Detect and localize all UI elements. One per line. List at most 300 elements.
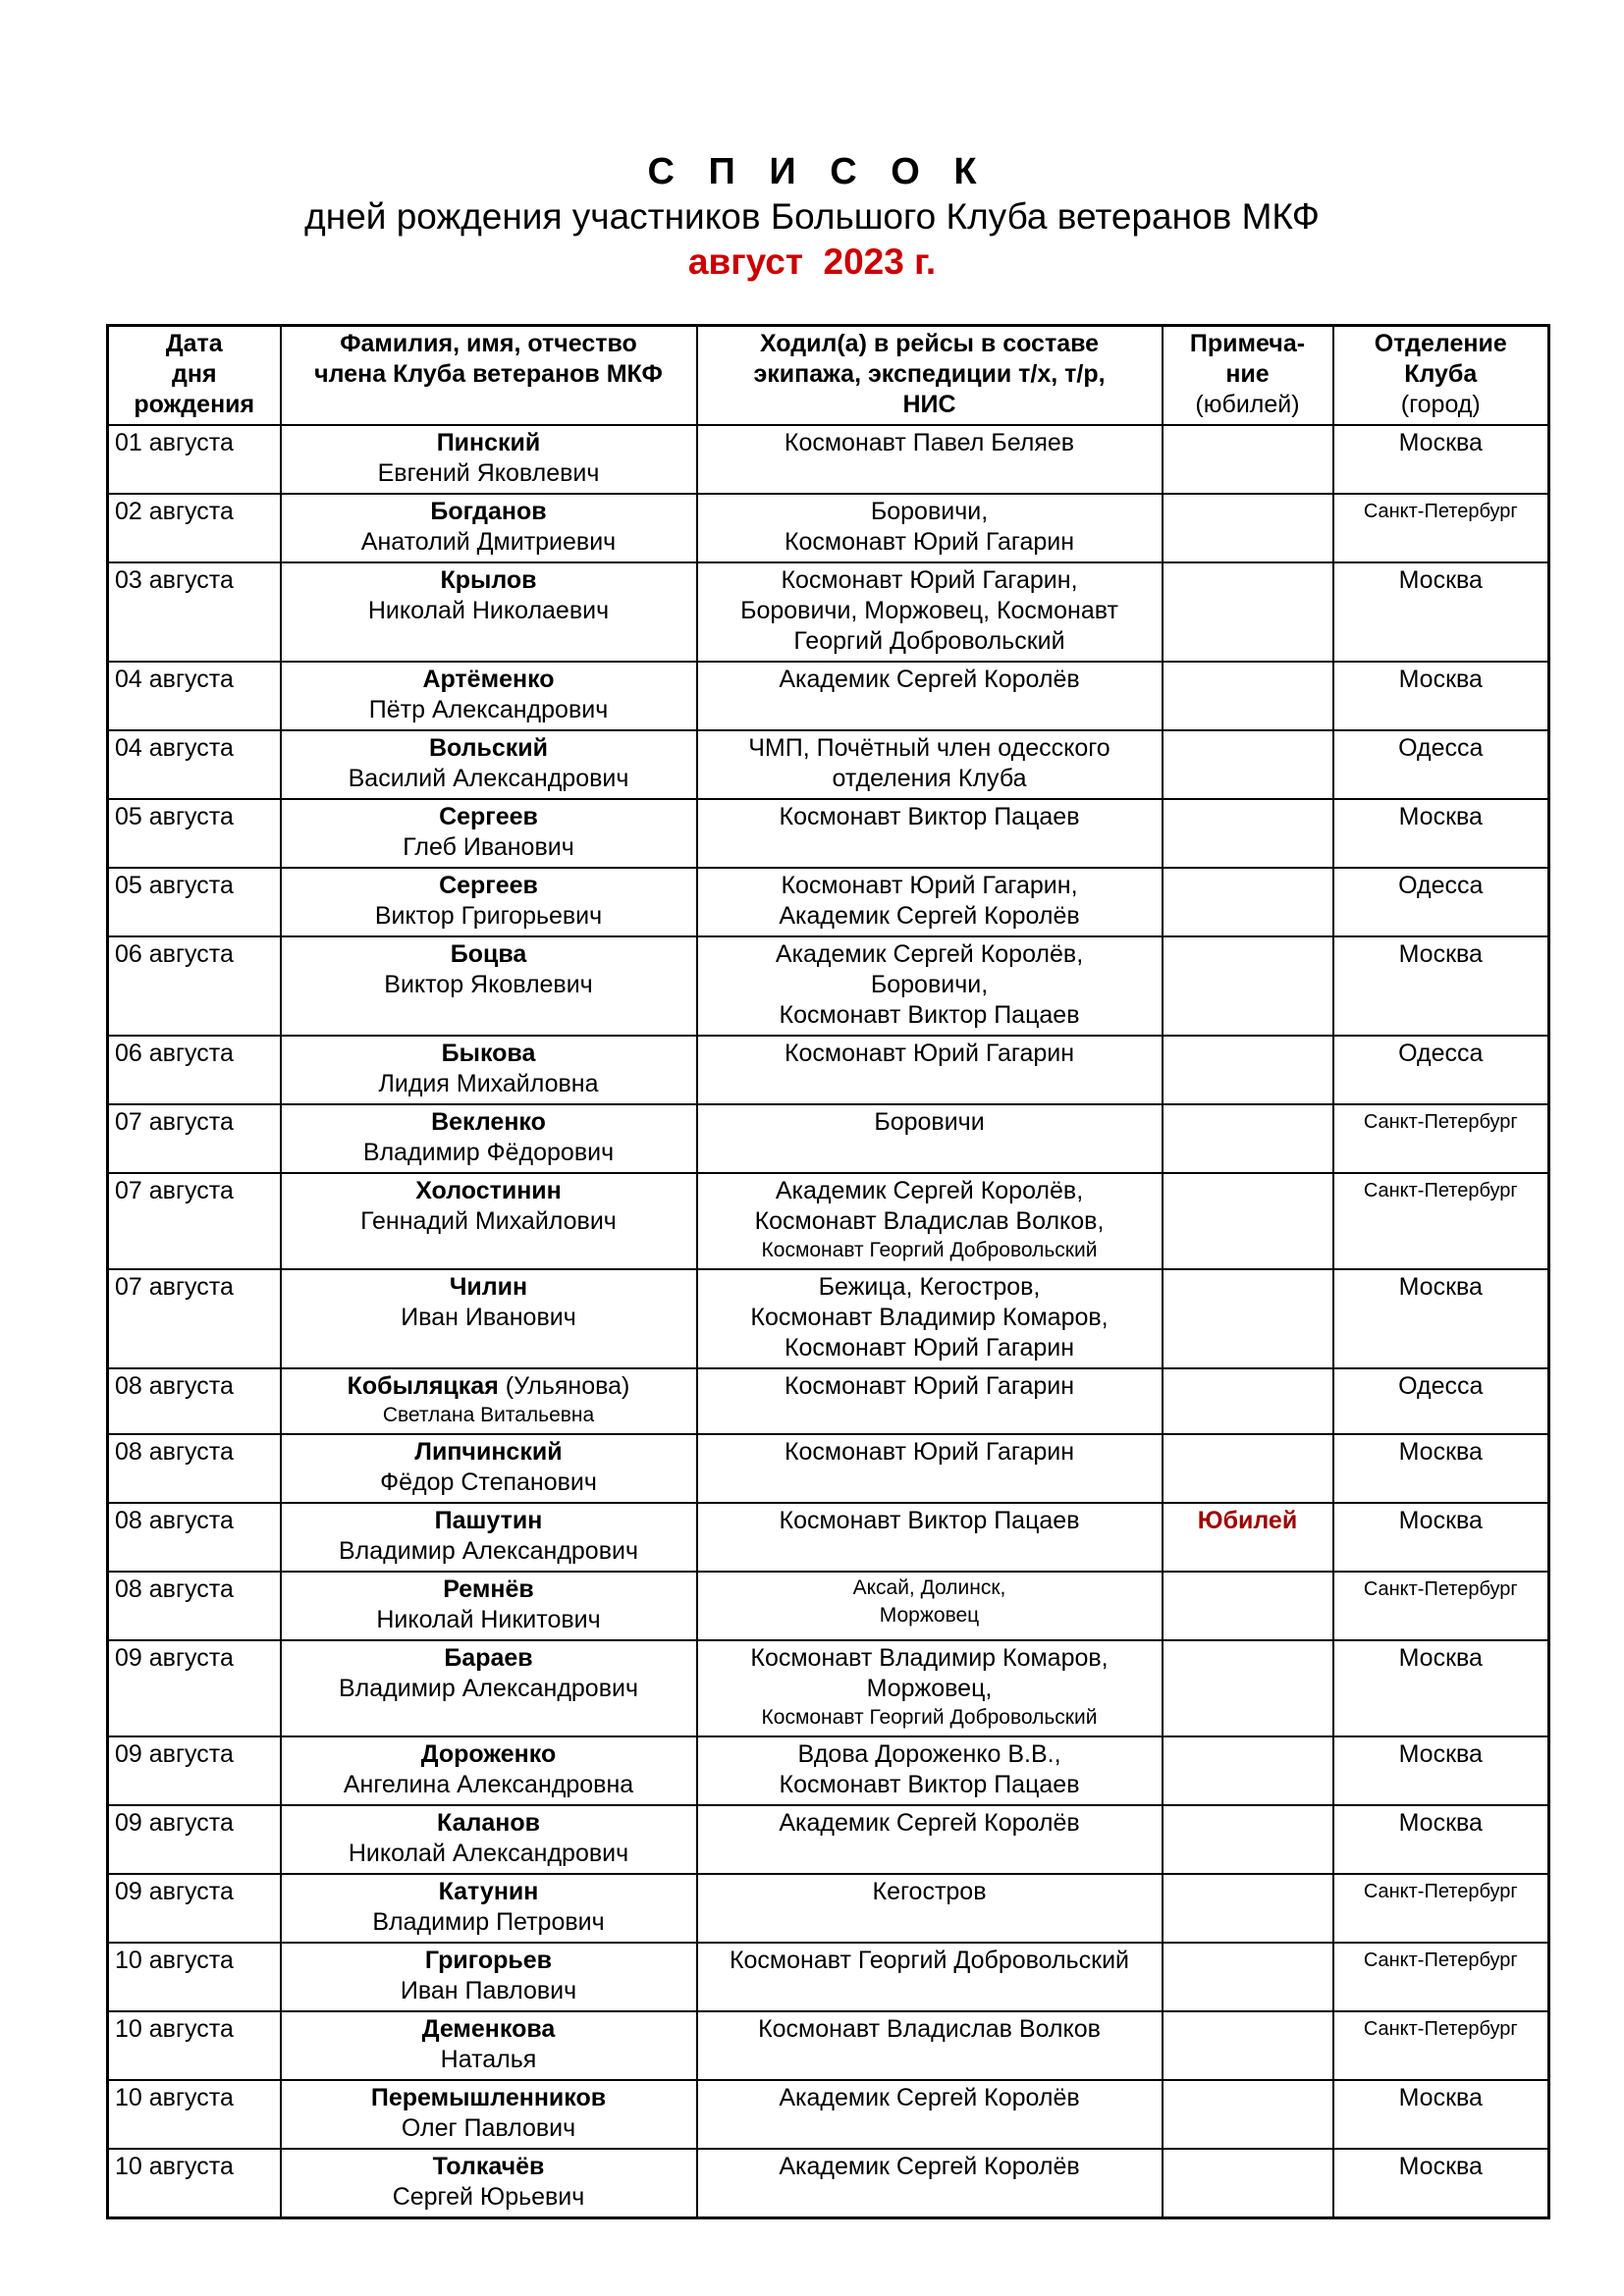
note-cell bbox=[1163, 799, 1333, 868]
table-body bbox=[108, 425, 1549, 2218]
birth-date-cell: 06 августа bbox=[108, 1036, 281, 1104]
member-surname bbox=[288, 1877, 690, 1907]
member-surname-text: Дороженко bbox=[420, 1740, 557, 1768]
voyages-cell bbox=[697, 1943, 1163, 2011]
club-branch-city: Санкт-Петербург bbox=[1363, 1180, 1518, 1201]
member-name-cell bbox=[281, 1943, 697, 2011]
voyages-cell bbox=[697, 662, 1163, 730]
member-given-names: Фёдор Степанович bbox=[380, 1468, 597, 1496]
note-cell bbox=[1163, 1943, 1333, 2011]
note-cell bbox=[1163, 1503, 1333, 1572]
club-branch-city: Одесса bbox=[1398, 734, 1484, 762]
member-name-cell bbox=[281, 562, 697, 662]
voyage-line: Кегостров bbox=[872, 1878, 987, 1905]
voyage-line: Космонавт Владислав Волков, bbox=[754, 1207, 1105, 1235]
birth-date-cell: 07 августа bbox=[108, 1104, 281, 1173]
member-name-cell bbox=[281, 936, 697, 1036]
member-surname-text: Катунин bbox=[438, 1878, 539, 1905]
club-branch-cell bbox=[1333, 1173, 1549, 1269]
birth-date-cell: 01 августа bbox=[108, 425, 281, 494]
member-surname bbox=[288, 802, 690, 832]
member-surname bbox=[288, 2152, 690, 2182]
voyages-cell bbox=[697, 868, 1163, 936]
note-cell bbox=[1163, 1036, 1333, 1104]
birth-date-cell: 03 августа bbox=[108, 562, 281, 662]
voyage-line: Георгий Добровольский bbox=[793, 627, 1065, 655]
club-branch-cell bbox=[1333, 1640, 1549, 1736]
member-surname bbox=[288, 1739, 690, 1770]
voyage-line: Моржовец, bbox=[866, 1675, 993, 1702]
birth-date-cell: 10 августа bbox=[108, 2011, 281, 2080]
club-branch-cell bbox=[1333, 730, 1549, 799]
voyage-line: Космонавт Юрий Гагарин, bbox=[781, 872, 1078, 899]
voyage-line: Академик Сергей Королёв, bbox=[775, 1177, 1084, 1204]
member-surname-text: Сергеев bbox=[439, 803, 538, 830]
member-surname-text: Перемышленников bbox=[370, 2084, 607, 2111]
voyages-cell bbox=[697, 494, 1163, 562]
voyage-line: Моржовец bbox=[879, 1604, 980, 1627]
voyage-line: Аксай, Долинск, bbox=[852, 1576, 1006, 1599]
voyages-cell bbox=[697, 1104, 1163, 1173]
member-surname-text: Пинский bbox=[436, 429, 541, 456]
column-header-ships-line: НИС bbox=[902, 391, 956, 418]
column-header-note bbox=[1163, 326, 1333, 426]
club-branch-cell bbox=[1333, 2011, 1549, 2080]
note-cell bbox=[1163, 662, 1333, 730]
member-surname-text: Ремнёв bbox=[443, 1575, 534, 1603]
member-surname-text: Григорьев bbox=[424, 1947, 553, 1974]
voyage-line: Космонавт Владимир Комаров, bbox=[750, 1644, 1109, 1672]
voyage-line: Космонавт Юрий Гагарин bbox=[784, 528, 1075, 556]
table-row bbox=[108, 1368, 1549, 1434]
club-branch-city: Санкт-Петербург bbox=[1363, 501, 1518, 522]
voyage-line: Академик Сергей Королёв bbox=[779, 1809, 1080, 1837]
birth-date-cell: 09 августа bbox=[108, 1874, 281, 1943]
member-given-names: Владимир Александрович bbox=[339, 1675, 638, 1702]
member-name-cell bbox=[281, 730, 697, 799]
voyage-line: Бежица, Кегостров, bbox=[818, 1273, 1041, 1301]
club-branch-cell bbox=[1333, 1943, 1549, 2011]
member-surname-text: Вольский bbox=[428, 734, 549, 762]
voyages-cell bbox=[697, 1736, 1163, 1805]
voyage-line: Космонавт Юрий Гагарин bbox=[784, 1040, 1075, 1067]
club-branch-cell bbox=[1333, 868, 1549, 936]
member-surname bbox=[288, 665, 690, 695]
member-name-cell bbox=[281, 1640, 697, 1736]
voyages-cell bbox=[697, 562, 1163, 662]
note-cell bbox=[1163, 868, 1333, 936]
member-name-cell bbox=[281, 494, 697, 562]
member-surname bbox=[288, 1506, 690, 1536]
member-surname bbox=[288, 1643, 690, 1674]
club-branch-cell bbox=[1333, 1503, 1549, 1572]
voyage-line: Академик Сергей Королёв bbox=[779, 902, 1080, 930]
note-cell bbox=[1163, 1104, 1333, 1173]
member-surname bbox=[288, 871, 690, 901]
member-surname-text: Артёменко bbox=[422, 666, 555, 693]
note-cell bbox=[1163, 1874, 1333, 1943]
voyage-line: Космонавт Владимир Комаров, bbox=[750, 1304, 1109, 1331]
voyages-cell bbox=[697, 2011, 1163, 2080]
document-header bbox=[0, 149, 1624, 285]
club-branch-cell bbox=[1333, 1805, 1549, 1874]
table-row bbox=[108, 1434, 1549, 1503]
club-branch-city: Одесса bbox=[1398, 1040, 1484, 1067]
voyages-cell bbox=[697, 1640, 1163, 1736]
voyage-line: отделения Клуба bbox=[832, 765, 1027, 792]
member-given-names: Владимир Петрович bbox=[372, 1908, 605, 1936]
member-surname bbox=[288, 733, 690, 764]
table-row bbox=[108, 1943, 1549, 2011]
member-surname bbox=[288, 1039, 690, 1069]
member-name-cell bbox=[281, 1104, 697, 1173]
voyage-line: Боровичи, Моржовец, Космонавт bbox=[740, 597, 1118, 624]
member-surname-text: Крылов bbox=[440, 566, 537, 594]
member-given-names: Николай Николаевич bbox=[367, 597, 610, 624]
voyages-cell bbox=[697, 1036, 1163, 1104]
column-header-note-line: (юбилей) bbox=[1195, 391, 1300, 418]
voyages-cell bbox=[697, 1173, 1163, 1269]
table-row bbox=[108, 2011, 1549, 2080]
voyages-cell bbox=[697, 1269, 1163, 1368]
table-row bbox=[108, 425, 1549, 494]
table-row bbox=[108, 1805, 1549, 1874]
member-surname-text: Толкачёв bbox=[432, 2153, 545, 2180]
table-row bbox=[108, 1874, 1549, 1943]
club-branch-city: Санкт-Петербург bbox=[1363, 1111, 1518, 1133]
member-given-names: Ангелина Александровна bbox=[343, 1771, 634, 1798]
note-cell bbox=[1163, 1269, 1333, 1368]
member-given-names: Сергей Юрьевич bbox=[392, 2183, 585, 2211]
birth-date-cell: 10 августа bbox=[108, 1943, 281, 2011]
voyage-line: Космонавт Юрий Гагарин bbox=[784, 1372, 1075, 1400]
column-header-name-line: члена Клуба ветеранов МКФ bbox=[314, 360, 663, 388]
member-given-names: Лидия Михайловна bbox=[378, 1070, 599, 1097]
column-header-date-line: дня bbox=[171, 360, 217, 388]
voyage-line: Космонавт Юрий Гагарин bbox=[784, 1438, 1075, 1466]
table-row bbox=[108, 936, 1549, 1036]
club-branch-city: Одесса bbox=[1398, 872, 1484, 899]
club-branch-city: Москва bbox=[1398, 429, 1483, 456]
member-surname-text: Чилин bbox=[449, 1273, 528, 1301]
club-branch-city: Москва bbox=[1398, 1644, 1483, 1672]
voyage-line: Космонавт Павел Беляев bbox=[784, 429, 1075, 456]
voyages-cell bbox=[697, 425, 1163, 494]
table-row bbox=[108, 494, 1549, 562]
voyage-line: Космонавт Виктор Пацаев bbox=[779, 1771, 1080, 1798]
member-given-names: Наталья bbox=[440, 2046, 537, 2073]
column-header-ships-line: экипажа, экспедиции т/х, т/р, bbox=[753, 360, 1106, 388]
voyages-cell bbox=[697, 1503, 1163, 1572]
table-row bbox=[108, 2149, 1549, 2218]
birth-date-cell: 05 августа bbox=[108, 868, 281, 936]
member-surname-text: Бараев bbox=[444, 1644, 533, 1672]
voyage-line: Боровичи, bbox=[870, 971, 989, 998]
club-branch-cell bbox=[1333, 1572, 1549, 1640]
member-surname-text: Деменкова bbox=[421, 2015, 556, 2043]
member-name-cell bbox=[281, 799, 697, 868]
birthday-table bbox=[106, 324, 1550, 2219]
voyage-line: Вдова Дороженко В.В., bbox=[797, 1740, 1061, 1768]
member-name-cell bbox=[281, 1434, 697, 1503]
member-given-names: Иван Павлович bbox=[400, 1977, 577, 2004]
club-branch-cell bbox=[1333, 936, 1549, 1036]
table-row bbox=[108, 562, 1549, 662]
column-header-note-line: Примеча- bbox=[1189, 330, 1306, 357]
club-branch-cell bbox=[1333, 2149, 1549, 2218]
column-header-date-line: рождения bbox=[134, 391, 255, 418]
member-name-cell bbox=[281, 1874, 697, 1943]
column-header-ships-line: Ходил(а) в рейсы в составе bbox=[759, 330, 1100, 357]
table-row bbox=[108, 1269, 1549, 1368]
member-given-names: Николай Никитович bbox=[376, 1606, 601, 1633]
table-row bbox=[108, 868, 1549, 936]
member-name-cell bbox=[281, 1736, 697, 1805]
birth-date-cell: 08 августа bbox=[108, 1503, 281, 1572]
club-branch-city: Москва bbox=[1398, 1438, 1483, 1466]
voyage-line: Академик Сергей Королёв, bbox=[775, 940, 1084, 968]
member-surname bbox=[288, 1371, 690, 1402]
voyage-line: Космонавт Георгий Добровольский bbox=[761, 1706, 1098, 1729]
club-branch-cell bbox=[1333, 1269, 1549, 1368]
member-name-cell bbox=[281, 1805, 697, 1874]
member-given-names: Геннадий Михайлович bbox=[360, 1207, 617, 1235]
member-given-names: Виктор Яковлевич bbox=[384, 971, 593, 998]
club-branch-city: Москва bbox=[1398, 1740, 1483, 1768]
club-branch-city: Санкт-Петербург bbox=[1363, 1578, 1518, 1600]
member-given-names: Василий Александрович bbox=[348, 765, 629, 792]
club-branch-cell bbox=[1333, 1104, 1549, 1173]
note-cell bbox=[1163, 2011, 1333, 2080]
note-cell bbox=[1163, 1173, 1333, 1269]
member-name-cell bbox=[281, 2080, 697, 2149]
voyage-line: Космонавт Юрий Гагарин bbox=[784, 1334, 1075, 1362]
birth-date-cell: 09 августа bbox=[108, 1805, 281, 1874]
note-cell bbox=[1163, 562, 1333, 662]
club-branch-cell bbox=[1333, 1736, 1549, 1805]
voyages-cell bbox=[697, 1368, 1163, 1434]
voyage-line: Академик Сергей Королёв bbox=[779, 2084, 1080, 2111]
member-surname-text: Холостинин bbox=[415, 1177, 562, 1204]
column-header-branch bbox=[1333, 326, 1549, 426]
member-name-cell bbox=[281, 1368, 697, 1434]
member-name-cell bbox=[281, 1173, 697, 1269]
club-branch-city: Москва bbox=[1398, 1809, 1483, 1837]
birth-date-cell: 09 августа bbox=[108, 1736, 281, 1805]
column-header-ships bbox=[697, 326, 1163, 426]
club-branch-city: Москва bbox=[1398, 666, 1483, 693]
voyage-line: Академик Сергей Королёв bbox=[779, 666, 1080, 693]
table-row bbox=[108, 1736, 1549, 1805]
note-cell bbox=[1163, 425, 1333, 494]
member-name-cell bbox=[281, 2011, 697, 2080]
member-name-cell bbox=[281, 425, 697, 494]
member-surname bbox=[288, 565, 690, 596]
table-row bbox=[108, 1640, 1549, 1736]
member-name-cell bbox=[281, 1036, 697, 1104]
column-header-branch-line: Клуба bbox=[1404, 360, 1478, 388]
voyage-line: Академик Сергей Королёв bbox=[779, 2153, 1080, 2180]
note-cell bbox=[1163, 936, 1333, 1036]
member-surname bbox=[288, 1575, 690, 1605]
voyages-cell bbox=[697, 1874, 1163, 1943]
member-surname bbox=[288, 497, 690, 527]
member-surname bbox=[288, 428, 690, 458]
member-surname bbox=[288, 1107, 690, 1138]
voyages-cell bbox=[697, 1572, 1163, 1640]
club-branch-city: Москва bbox=[1398, 2084, 1483, 2111]
club-branch-cell bbox=[1333, 2080, 1549, 2149]
club-branch-cell bbox=[1333, 1368, 1549, 1434]
voyages-cell bbox=[697, 936, 1163, 1036]
birth-date-cell: 04 августа bbox=[108, 662, 281, 730]
member-given-names: Виктор Григорьевич bbox=[374, 902, 603, 930]
member-surname bbox=[288, 1176, 690, 1206]
member-surname bbox=[288, 1946, 690, 1976]
column-header-name-line: Фамилия, имя, отчество bbox=[340, 330, 637, 357]
member-surname bbox=[288, 939, 690, 970]
column-header-branch-line: Отделение bbox=[1374, 330, 1507, 357]
note-cell bbox=[1163, 730, 1333, 799]
table-row bbox=[108, 1503, 1549, 1572]
club-branch-cell bbox=[1333, 662, 1549, 730]
voyages-cell bbox=[697, 730, 1163, 799]
voyages-cell bbox=[697, 1434, 1163, 1503]
member-name-cell bbox=[281, 1503, 697, 1572]
voyage-line: Космонавт Юрий Гагарин, bbox=[781, 566, 1078, 594]
table-row bbox=[108, 1173, 1549, 1269]
note-cell bbox=[1163, 1805, 1333, 1874]
club-branch-cell bbox=[1333, 1036, 1549, 1104]
document-period: август 2023 г. bbox=[687, 241, 937, 282]
member-surname-text: Богданов bbox=[430, 498, 547, 525]
club-branch-cell bbox=[1333, 425, 1549, 494]
member-name-cell bbox=[281, 868, 697, 936]
table-row bbox=[108, 730, 1549, 799]
birth-date-cell: 10 августа bbox=[108, 2149, 281, 2218]
member-surname bbox=[288, 2014, 690, 2045]
member-given-names: Владимир Александрович bbox=[339, 1537, 638, 1565]
voyage-line: ЧМП, Почётный член одесского bbox=[748, 734, 1110, 762]
column-header-date-line: Дата bbox=[165, 330, 223, 357]
birth-date-cell: 05 августа bbox=[108, 799, 281, 868]
member-surname-text: Сергеев bbox=[439, 872, 538, 899]
club-branch-city: Москва bbox=[1398, 1507, 1483, 1534]
member-given-names: Олег Павлович bbox=[401, 2114, 576, 2142]
note-cell bbox=[1163, 1572, 1333, 1640]
club-branch-city: Санкт-Петербург bbox=[1363, 1881, 1518, 1902]
member-given-names: Анатолий Дмитриевич bbox=[360, 528, 617, 556]
member-surname-text: Каланов bbox=[437, 1809, 540, 1837]
member-surname-text: Пашутин bbox=[434, 1507, 543, 1534]
voyages-cell bbox=[697, 1805, 1163, 1874]
note-cell bbox=[1163, 1640, 1333, 1736]
birth-date-cell: 04 августа bbox=[108, 730, 281, 799]
note-cell bbox=[1163, 1434, 1333, 1503]
voyage-line: Космонавт Виктор Пацаев bbox=[779, 1507, 1080, 1534]
member-surname bbox=[288, 2083, 690, 2113]
member-surname bbox=[288, 1808, 690, 1839]
voyages-cell bbox=[697, 799, 1163, 868]
member-given-names: Николай Александрович bbox=[348, 1840, 629, 1867]
note-cell bbox=[1163, 2080, 1333, 2149]
club-branch-cell bbox=[1333, 1874, 1549, 1943]
note-cell bbox=[1163, 1368, 1333, 1434]
club-branch-cell bbox=[1333, 799, 1549, 868]
column-header-branch-line: (город) bbox=[1400, 391, 1481, 418]
voyage-line: Космонавт Владислав Волков bbox=[758, 2015, 1101, 2043]
member-maiden-name: (Ульянова) bbox=[498, 1372, 630, 1400]
jubilee-note: Юбилей bbox=[1197, 1507, 1298, 1534]
member-given-names: Евгений Яковлевич bbox=[377, 459, 600, 487]
birth-date-cell: 10 августа bbox=[108, 2080, 281, 2149]
club-branch-cell bbox=[1333, 1434, 1549, 1503]
birth-date-cell: 08 августа bbox=[108, 1368, 281, 1434]
voyages-cell bbox=[697, 2080, 1163, 2149]
club-branch-city: Санкт-Петербург bbox=[1363, 2018, 1518, 2040]
table-row bbox=[108, 799, 1549, 868]
note-cell bbox=[1163, 2149, 1333, 2218]
member-name-cell bbox=[281, 2149, 697, 2218]
document-subtitle: дней рождения участников Большого Клуба ветеранов МКФ bbox=[304, 196, 1320, 237]
table-row bbox=[108, 2080, 1549, 2149]
member-given-names: Глеб Иванович bbox=[403, 833, 574, 861]
voyage-line: Космонавт Георгий Добровольский bbox=[729, 1947, 1130, 1974]
column-header-note-line: ние bbox=[1225, 360, 1270, 388]
member-surname bbox=[288, 1272, 690, 1303]
club-branch-city: Санкт-Петербург bbox=[1363, 1949, 1518, 1971]
document-title: С П И С О К bbox=[647, 151, 989, 192]
voyages-cell bbox=[697, 2149, 1163, 2218]
table-row bbox=[108, 662, 1549, 730]
birth-date-cell: 08 августа bbox=[108, 1434, 281, 1503]
member-surname bbox=[288, 1437, 690, 1468]
member-surname-text: Векленко bbox=[431, 1108, 546, 1136]
member-name-cell bbox=[281, 662, 697, 730]
voyage-line: Космонавт Виктор Пацаев bbox=[779, 1001, 1080, 1029]
member-given-names: Иван Иванович bbox=[401, 1304, 576, 1331]
club-branch-city: Москва bbox=[1398, 940, 1483, 968]
member-given-names: Светлана Витальевна bbox=[382, 1404, 595, 1426]
birth-date-cell: 02 августа bbox=[108, 494, 281, 562]
club-branch-city: Одесса bbox=[1398, 1372, 1484, 1400]
birth-date-cell: 08 августа bbox=[108, 1572, 281, 1640]
club-branch-city: Москва bbox=[1398, 2153, 1483, 2180]
club-branch-city: Москва bbox=[1398, 566, 1483, 594]
member-name-cell bbox=[281, 1572, 697, 1640]
table-row bbox=[108, 1104, 1549, 1173]
birth-date-cell: 07 августа bbox=[108, 1173, 281, 1269]
birth-date-cell: 09 августа bbox=[108, 1640, 281, 1736]
column-header-name bbox=[281, 326, 697, 426]
voyage-line: Космонавт Виктор Пацаев bbox=[779, 803, 1080, 830]
member-surname-text: Кобыляцкая bbox=[347, 1372, 499, 1400]
table-row bbox=[108, 1036, 1549, 1104]
member-surname-text: Липчинский bbox=[414, 1438, 563, 1466]
table-header-row bbox=[108, 326, 1549, 426]
member-given-names: Пётр Александрович bbox=[368, 696, 609, 723]
member-surname-text: Быкова bbox=[441, 1040, 536, 1067]
voyage-line: Космонавт Георгий Добровольский bbox=[761, 1239, 1098, 1261]
club-branch-cell bbox=[1333, 494, 1549, 562]
birth-date-cell: 06 августа bbox=[108, 936, 281, 1036]
member-name-cell bbox=[281, 1269, 697, 1368]
note-cell bbox=[1163, 494, 1333, 562]
birth-date-cell: 07 августа bbox=[108, 1269, 281, 1368]
voyage-line: Боровичи bbox=[874, 1108, 985, 1136]
member-given-names: Владимир Фёдорович bbox=[362, 1139, 615, 1166]
club-branch-city: Москва bbox=[1398, 803, 1483, 830]
